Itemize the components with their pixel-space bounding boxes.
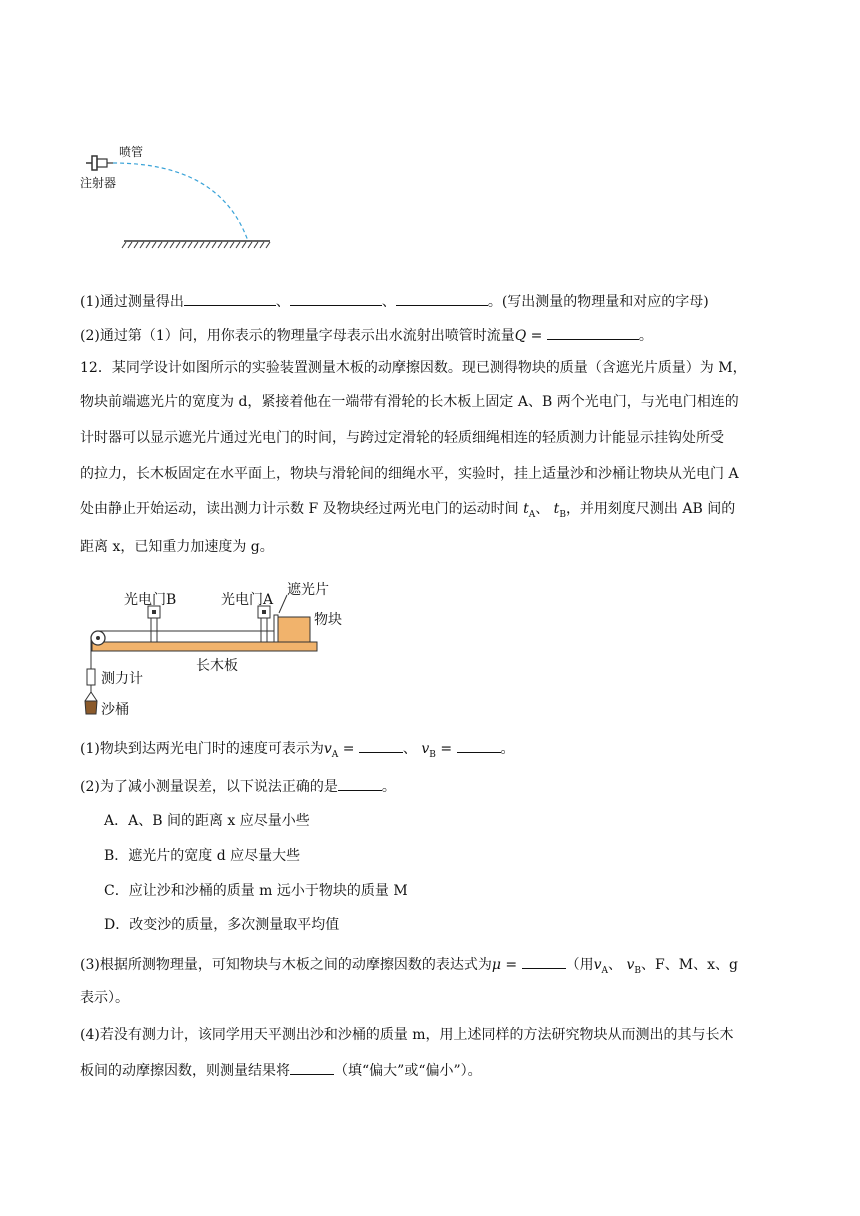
q12-stem-line: 计时器可以显示遮光片通过光电门的时间，与跨过定滑轮的轻质细绳相连的轻质测力计能显示挂钩处所受 [80, 430, 724, 446]
gate-a-label: 光电门A [221, 592, 274, 608]
q12-part2: (2)为了减小测量误差，以下说法正确的是 。 [80, 776, 396, 797]
syringe-label: 注射器 [80, 176, 117, 190]
q12-stem-line: 处由静止开始运动，读出测力计示数 F 及物块经过两光电门的运动时间 $t_A$、 $t_B$，并用刻度尺测出 AB 间的 [80, 501, 736, 520]
q12-stem-line: 距离 x，已知重力加速度为 g。 [80, 539, 274, 555]
answer-blank[interactable] [522, 954, 566, 969]
option-a[interactable]: A．A、B 间的距离 x 应尽量小些 [104, 813, 310, 829]
shade-label: 遮光片 [287, 582, 329, 598]
trajectory-figure [80, 138, 280, 253]
q12-part1: (1)物块到达两光电门时的速度可表示为$v_A$ = 、 $v_B$ = 。 [80, 738, 515, 765]
q11-part2: (2)通过第（1）问，用你表示的物理量字母表示出水流射出喷管时流量Q = 。 [80, 325, 653, 346]
q11-part1: (1)通过测量得出 、 、 。(写出测量的物理量和对应的字母) [80, 291, 709, 312]
nozzle-label: 喷管 [119, 145, 144, 159]
option-d[interactable]: D．改变沙的质量，多次测量取平均值 [104, 917, 340, 933]
answer-blank[interactable] [338, 776, 382, 791]
gate-b-label: 光电门B [124, 592, 177, 608]
answer-blank[interactable] [396, 291, 488, 306]
q12-stem-line: 12．某同学设计如图所示的实验装置测量木板的动摩擦因数。现已测得物块的质量（含遮光片质量）为 M， [80, 360, 747, 376]
answer-blank[interactable] [457, 738, 501, 753]
q12-stem-line: 物块前端遮光片的宽度为 d，紧接着他在一端带有滑轮的长木板上固定 A、B 两个光电门，与光电门相连的 [80, 394, 739, 410]
answer-blank[interactable] [290, 1060, 334, 1075]
option-b[interactable]: B．遮光片的宽度 d 应尽量大些 [104, 848, 301, 864]
answer-blank[interactable] [547, 325, 639, 340]
block-label: 物块 [314, 612, 342, 628]
meter-label: 测力计 [101, 671, 143, 687]
q12-part4-cont: 板间的动摩擦因数，则测量结果将 （填“偏大”或“偏小”）。 [80, 1060, 482, 1081]
q12-stem-line: 的拉力，长木板固定在水平面上，物块与滑轮间的细绳水平，实验时，挂上适量沙和沙桶让物块从光电门 A [80, 466, 739, 482]
answer-blank[interactable] [290, 291, 382, 306]
q12-part3: (3)根据所测物理量，可知物块与木板之间的动摩擦因数的表达式为μ = （用$v_A$、 $v_B$、F、M、x、g [80, 954, 738, 981]
answer-blank[interactable] [184, 291, 276, 306]
q12-part3-cont: 表示）。 [80, 990, 129, 1006]
board-label: 长木板 [196, 658, 238, 674]
bucket-label: 沙桶 [101, 702, 129, 718]
answer-blank[interactable] [359, 738, 403, 753]
q12-part4: (4)若没有测力计，该同学用天平测出沙和沙桶的质量 m，用上述同样的方法研究物块从而测出的其与长木 [80, 1027, 734, 1043]
option-c[interactable]: C．应让沙和沙桶的质量 m 远小于物块的质量 M [104, 883, 408, 899]
